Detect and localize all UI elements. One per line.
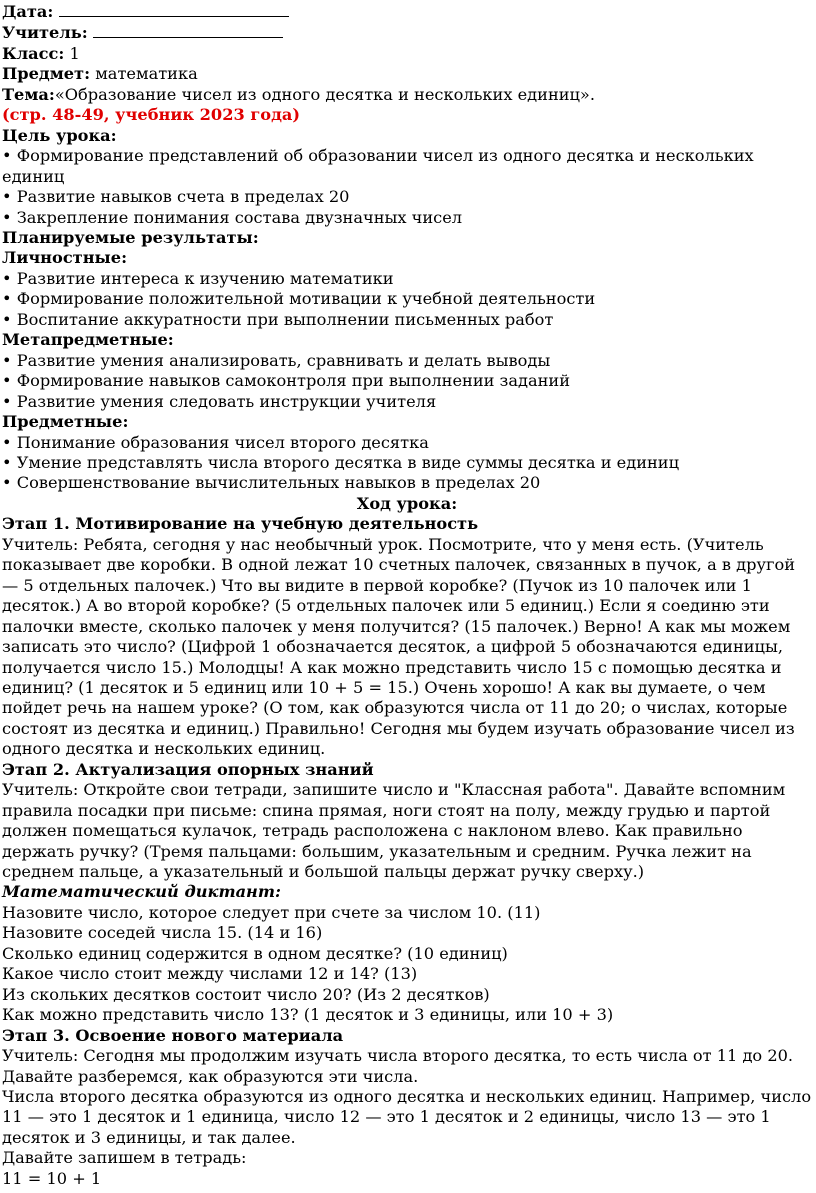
date-label: Дата: <box>2 2 54 21</box>
meta-result-item: • Формирование навыков самоконтроля при выполнении заданий <box>2 371 571 391</box>
stage1-title: Этап 1. Мотивирование на учебную деятельность <box>2 514 479 534</box>
topic-value: «Образование чисел из одного десятка и нескольких единиц». <box>54 84 595 104</box>
pages-reference: (стр. 48-49, учебник 2023 года) <box>2 105 301 125</box>
stage3-text: Учитель: Сегодня мы продолжим изучать числа второго десятка, то есть числа от 11 до 20. Давайте разберемся, как образуются эти числа. <box>2 1046 794 1086</box>
class-value: 1 <box>64 43 80 63</box>
dictation-item: Из скольких десятков состоит число 20? (Из 2 десятков) <box>2 984 490 1004</box>
dictation-item: Назовите число, которое следует при счете за числом 10. (11) <box>2 902 541 922</box>
topic-line <box>2 85 812 105</box>
subject-label: Предмет: <box>2 64 91 84</box>
teacher-blank <box>93 22 283 38</box>
goal-item: • Развитие навыков счета в пределах 20 <box>2 187 350 207</box>
subject-results-title: Предметные: <box>2 412 129 432</box>
dictation-item: Сколько единиц содержится в одном десятке? (10 единиц) <box>2 943 508 963</box>
topic-label: Тема: <box>2 84 55 104</box>
subject-result-item: • Умение представлять числа второго десятка в виде суммы десятка и единиц <box>2 452 679 472</box>
goal-item: • Формирование представлений об образовании чисел из одного десятка и нескольких единиц <box>2 146 754 186</box>
class-line <box>2 44 812 64</box>
teacher-line <box>2 22 812 43</box>
dictation-item: Какое число стоит между числами 12 и 14? (13) <box>2 964 418 984</box>
results-title: Планируемые результаты: <box>2 227 259 247</box>
class-label: Класс: <box>2 43 65 63</box>
personal-result-item: • Развитие интереса к изучению математики <box>2 268 394 288</box>
subject-value: математика <box>90 64 198 84</box>
goals-title: Цель урока: <box>2 125 117 145</box>
dictation-title: Математический диктант: <box>2 882 281 902</box>
subject-result-item: • Совершенствование вычислительных навыков в пределах 20 <box>2 473 541 493</box>
stage2-title: Этап 2. Актуализация опорных знаний <box>2 759 374 779</box>
teacher-label: Учитель: <box>2 23 88 43</box>
meta-result-item: • Развитие умения анализировать, сравнивать и делать выводы <box>2 350 551 370</box>
subject-line <box>2 64 812 84</box>
date-line <box>2 1 812 22</box>
equation: 11 = 10 + 1 <box>2 1168 102 1188</box>
dictation-item: Как можно представить число 13? (1 десяток и 3 единицы, или 10 + 3) <box>2 1005 614 1025</box>
stage3-title: Этап 3. Освоение нового материала <box>2 1025 344 1045</box>
stage1-text: Учитель: Ребята, сегодня у нас необычный урок. Посмотрите, что у меня есть. (Учитель показывает две коробки. В одной лежат 10 счетных палочек, связанных в пучок, а в другой — 5 отдельных палочек.) Что вы видите в первой коробке? (Пучок из 10 палочек или 1 десяток.) А во второй коробке? (5 отдельных палочек или 5 единиц.) Если я соединю эти палочки вместе, сколько палочек у меня получится? (15 палочек.) Верно! А как мы можем записать это число? (Цифрой 1 обозначается десяток, а цифрой 5 обозначаются единицы, получается число 15.) Молодцы! А как можно представить число 15 с помощью десятка и единиц? (1 десяток и 5 единиц или 10 + 5 = 15.) Очень хорошо! А как вы думаете, о чем пойдет речь на нашем уроке? (О том, как образуются числа от 11 до 20; о числах, которые состоят из десятка и единиц.) Правильно! Сегодня мы будем изучать образование чисел из одного десятка и нескольких единиц. <box>2 534 796 759</box>
personal-results-title: Личностные: <box>2 248 128 268</box>
goal-item: • Закрепление понимания состава двузначных чисел <box>2 207 463 227</box>
personal-result-item: • Формирование положительной мотивации к учебной деятельности <box>2 289 596 309</box>
meta-results-title: Метапредметные: <box>2 330 174 350</box>
date-blank <box>59 1 289 17</box>
personal-result-item: • Воспитание аккуратности при выполнении письменных работ <box>2 309 554 329</box>
subject-result-item: • Понимание образования чисел второго десятка <box>2 432 429 452</box>
stage3-text: Давайте запишем в тетрадь: <box>2 1148 247 1168</box>
stage2-text: Учитель: Откройте свои тетради, запишите число и "Классная работа". Давайте вспомним правила посадки при письме: спина прямая, ноги стоят на полу, между грудью и партой должен помещаться кулачок, тетрадь расположена с наклоном влево. Как правильно держать ручку? (Тремя пальцами: большим, указательным и средним. Ручка лежит на среднем пальце, а указательный и большой пальцы держат ручку сверху.) <box>2 780 786 882</box>
lesson-flow-title: Ход урока: <box>356 493 458 513</box>
stage3-text: Числа второго десятка образуются из одного десятка и нескольких единиц. Например, число 11 — это 1 десяток и 1 единица, число 12 — это 1 десяток и 2 единицы, число 13 — это 1 десяток и 3 единицы, и так далее. <box>2 1087 812 1147</box>
dictation-item: Назовите соседей числа 15. (14 и 16) <box>2 923 323 943</box>
meta-result-item: • Развитие умения следовать инструкции учителя <box>2 391 437 411</box>
